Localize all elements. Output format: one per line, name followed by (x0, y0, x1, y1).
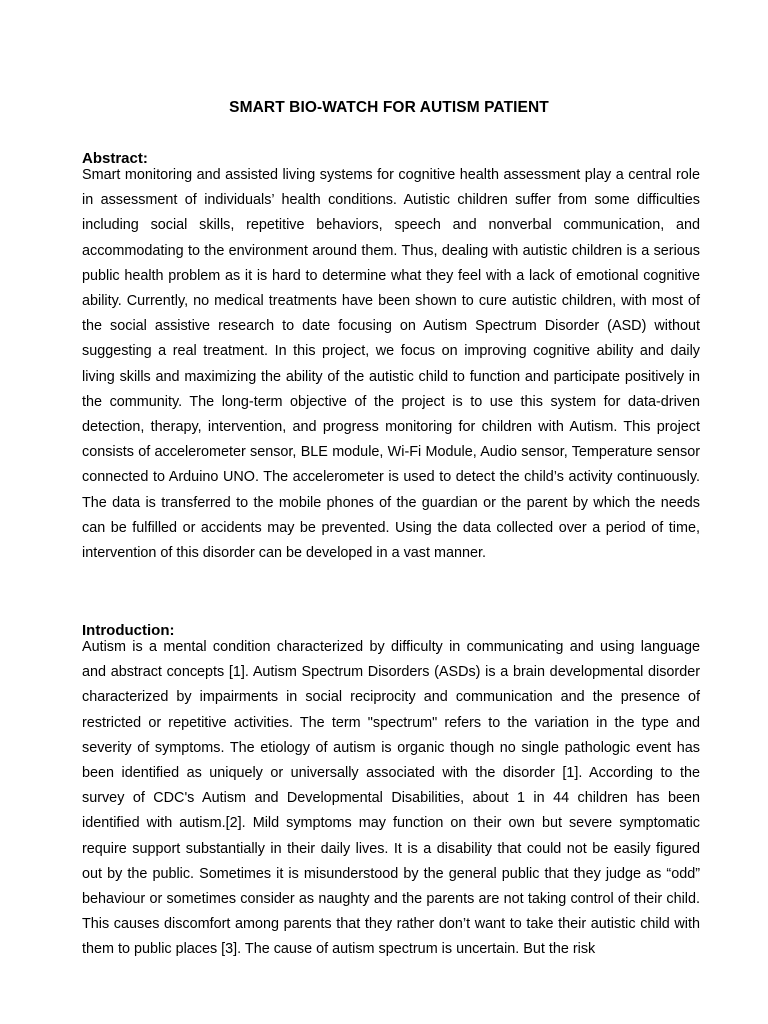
document-title: SMART BIO-WATCH FOR AUTISM PATIENT (229, 99, 549, 116)
introduction-paragraph: Autism is a mental condition characterized by difficulty in communicating and using language and abstract concepts [1]. Autism Spectrum Disorders (ASDs) is a brain developmental disorder characterized by impairments in social reciprocity and communication and the presence of restricted or repetitive activities. The term "spectrum" refers to the variation in the type and severity of symptoms. The etiology of autism is organic though no single pathologic event has been identified as uniquely or universally associated with the disorder [1]. According to the survey of CDC's Autism and Developmental Disabilities, about 1 in 44 children has been identified with autism.[2]. Mild symptoms may function on their own but severe symptomatic require support substantially in their daily lives. It is a disability that could not be easily figured out by the public. Sometimes it is misunderstood by the general public that they judge as “odd” behaviour or sometimes consider as naughty and the parents are not taking control of their child. This causes discomfort among parents that they rather don’t want to take their autistic child with them to public places [3]. The cause of autism spectrum is uncertain. But the risk (82, 639, 700, 958)
abstract-paragraph: Smart monitoring and assisted living systems for cognitive health assessment play a central role in assessment of individuals’ health conditions. Autistic children suffer from some difficulties including social skills, repetitive behaviors, speech and nonverbal communication, and accommodating to the environment around them. Thus, dealing with autistic children is a serious public health problem as it is hard to determine what they feel with a lack of emotional cognitive ability. Currently, no medical treatments have been shown to cure autistic children, with most of the social assistive research to date focusing on Autism Spectrum Disorder (ASD) without suggesting a real treatment. In this project, we focus on improving cognitive ability and daily living skills and maximizing the ability of the autistic child to function and participate positively in the community. The long-term objective of the project is to use this system for data-driven detection, therapy, intervention, and progress monitoring for children with Autism. This project consists of accelerometer sensor, BLE module, Wi-Fi Module, Audio sensor, Temperature sensor connected to Arduino UNO. The accelerometer is used to detect the child’s activity continuously. The data is transferred to the mobile phones of the guardian or the parent by which the needs can be fulfilled or accidents may be prevented. Using the data collected over a period of time, intervention of this disorder can be developed in a vast manner. (82, 167, 700, 562)
abstract-heading: Abstract: (82, 150, 148, 167)
introduction-heading: Introduction: (82, 622, 175, 639)
